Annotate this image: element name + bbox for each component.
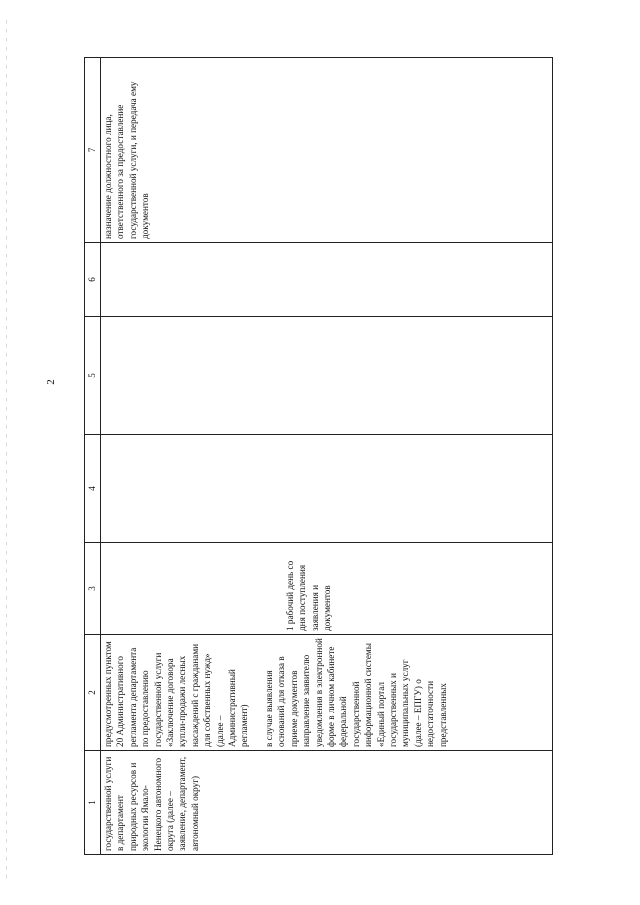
table-row [101,58,553,855]
cell-col2 [101,635,553,751]
cell-spacer [102,546,284,631]
cell-text: назначение должностного лица, ответственного за предоставление государственной услуги, и передача ему документов [103,81,151,239]
header-cell: 1 [85,751,101,855]
cell-col1 [101,751,553,855]
header-cell: 6 [85,243,101,317]
cell-col4 [101,435,553,543]
header-cell: 3 [85,543,101,635]
table-header-row [85,58,101,855]
cell-col3 [101,543,553,635]
services-table [84,57,553,855]
header-cell: 2 [85,635,101,751]
cell-spacer [251,638,263,747]
cell-text: 1 рабочий день со дня поступления заявления и документов [285,560,333,631]
cell-text: государственной услуги в департамент природных ресурсов и экологии Ямало-Ненецкого автономного округа (далее – заявление, департамент, автономный округ) [103,756,200,851]
cell-col7 [101,58,553,243]
cell-col5 [101,317,553,435]
header-cell: 5 [85,317,101,435]
header-cell: 7 [85,58,101,243]
header-cell: 4 [85,435,101,543]
cell-text-part2: в случае выявления оснований для отказа в приеме документов направление заявителю уведомления в электронной форме в личном кабинете федеральной государственной информационной системы «Единый портал государственных и муниципальных услуг (далее – ЕПГУ) о недостаточности представленных [263,638,448,747]
table-wrapper [84,58,553,855]
margin-dots [6,20,10,880]
cell-text-part1: предусмотренных пунктом 20 Административного регламента департамента по предоставлению государственной услуги «Заключение договора купли-продажи лесных насаждений с гражданами для собственных нужд» (далее – Административный регламент) [103,641,250,747]
corner-mark [494,0,554,4]
cell-col6 [101,243,553,317]
page-number: 2 [44,379,57,385]
